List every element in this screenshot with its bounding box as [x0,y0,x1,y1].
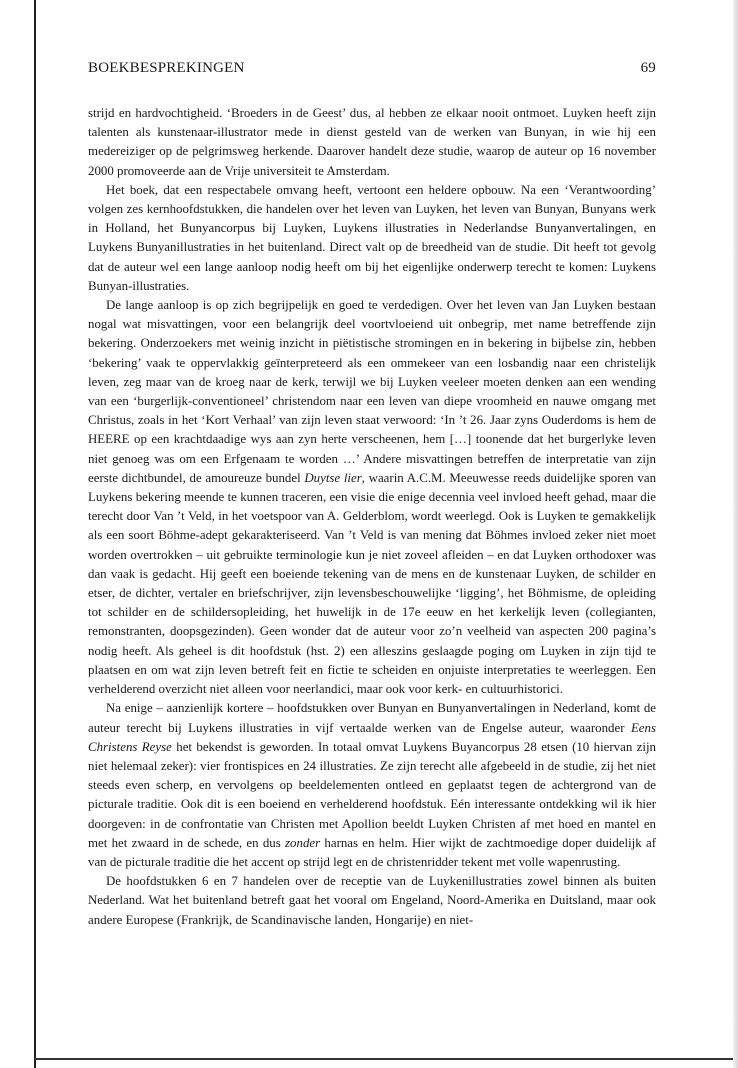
paragraph-text: het bekendst is geworden. In totaal omvat Luykens Buyancorpus 28 etsen (10 hiervan zijn niet helemaal zeker): vier frontispices en 24 illustraties. Ze zijn terecht alle afgebeeld in de studie, zij het niet steeds even scherp, en vervolgens op beeldelementen ontleed en geplaatst tegen de achtergrond van de picturale traditie. Ook dit is een boeiend en verhelderend hoofdstuk. Eén interessante ontdekking wil ik hier doorgeven: in de confrontatie van Christen met Apollion beeldt Luyken Christen af met hoed en mantel en met het zwaard in de schede, en dus [88,739,657,850]
page-number: 69 [640,60,656,76]
running-header [88,60,656,77]
book-title-duytse-lier: Duytse lier [304,470,362,485]
paragraph-text: De lange aanloop is op zich begrijpelijk en goed te verdedigen. Over het leven van Jan Luyken bestaan nogal wat misvattingen, voor een belangrijk deel voortvloeiend uit onbegrip, met name betreffende zijn bekering. Onderzoekers met weinig inzicht in piëtistische stromingen en in bekering in bijbelse zin, hebben ‘bekering’ vaak te oppervlakkig geïnterpreteerd als een ommekeer van een losbandig naar een christelijk leven, zeg maar van de kroeg naar de kerk, terwijl we bij Luyken veeleer moeten denken aan een wending van een ‘burgerlijk-conventioneel’ christendom naar een leven van diepe vroomheid en nauwe omgang met Christus, zoals in het ‘Kort Verhaal’ van zijn leven staat verwoord: ‘In ’t 26. Jaar zyns Ouderdoms is hem de HEERE op een krachtdaadige wys aan zyn herte verscheenen, hem […] toonende dat het burgerlyke leven niet genoeg was om een Erfgenaam te worden …’ Andere misvattingen betreffen de interpretatie van zijn eerste dichtbundel, de amoureuze bundel [88,298,656,485]
paragraph-5 [88,872,656,930]
page-right-shadow [733,0,738,1068]
paragraph-1 [88,104,656,181]
paragraph-4 [88,699,656,872]
book-title-eens-christens-reyse: Eens Christens Reyse [88,720,656,754]
body-text [88,104,656,930]
paragraph-text: harnas en helm. Hier wijkt de zachtmoedige doper duidelijk af van de picturale traditie die het accent op strijd legt en de christenridder tekent met volle wapenrusting. [88,835,656,869]
paragraph-text: strijd en hardvochtigheid. ‘Broeders in de Geest’ dus, al hebben ze elkaar nooit ontmoet. Luyken heeft zijn talenten als kunstenaar-illustrator mede in dienst gesteld van de werken van Bunyan, in wie hij een medereiziger op de pelgrimsweg herkende. Daarover handelt deze studie, waarop de auteur op 16 november 2000 promoveerde aan de Vrije universiteit te Amsterdam. [88,106,656,178]
page-left-edge [34,0,36,1068]
page-bottom-edge [34,1058,738,1060]
emphasis-zonder: zonder [285,835,321,850]
paragraph-text: Het boek, dat een respectabele omvang heeft, vertoont een heldere opbouw. Na een ‘Verantwoording’ volgen zes kernhoofdstukken, die handelen over het leven van Luyken, het leven van Bunyan, Bunyans werk in Holland, het Bunyancorpus bij Luyken, Luykens illustraties in Nederlandse Bunyanvertalingen, en Luykens Bunyanillustraties in het buitenland. Direct valt op de breedheid van de studie. Dit heeft tot gevolg dat de auteur wel een lange aanloop nodig heeft om bij het eigenlijke onderwerp terecht te komen: Luykens Bunyan-illustraties. [88,182,656,293]
paragraph-3 [88,296,656,699]
running-title: BOEKBESPREKINGEN [88,60,245,76]
paragraph-2 [88,181,656,296]
paragraph-text: , waarin A.C.M. Meeuwesse reeds duidelijke sporen van Luykens bekering meende te kunnen traceren, een visie die enige decennia veel invloed heeft gehad, maar die terecht door Van ’t Veld, in het voetspoor van A. Gelderblom, wordt weerlegd. Ook is Luyken te gemakkelijk als een soort Böhme-adept gekarakteriseerd. Van ’t Veld is van mening dat Böhmes invloed zeker niet moet worden overtrokken – uit gebruikte terminologie kun je niet zoveel afleiden – en dat Luyken orthodoxer was dan vaak is gedacht. Hij geeft een boeiende tekening van de mens en de kunstenaar Luyken, de schilder en etser, de dichter, vertaler en briefschrijver, zijn levensbeschouwelijke ‘ligging’, het Böhmisme, de opleiding tot schilder en de schildersopleiding, het huwelijk in de 17e eeuw en het kerkelijk leven (collegianten, remonstranten, doopsgezinden). Geen wonder dat de auteur voor zo’n veelheid van aspecten 200 pagina’s nodig heeft. Als geheel is dit hoofdstuk (hst. 2) een alleszins geslaagde poging om Luyken in zijn tijd te plaatsen en om wat zijn leven betreft feit en fictie te scheiden en onjuiste interpretaties te weerleggen. Een verhelderend overzicht niet alleen voor neerlandici, maar ook voor kerk- en cultuurhistorici. [88,470,657,697]
paragraph-text: De hoofdstukken 6 en 7 handelen over de receptie van de Luykenillustraties zowel binnen als buiten Nederland. Wat het buitenland betreft gaat het vooral om Engeland, Noord-Amerika en Duitsland, maar ook andere Europese (Frankrijk, de Scandinavische landen, Hongarije) en niet- [88,874,656,927]
paragraph-text: Na enige – aanzienlijk kortere – hoofdstukken over Bunyan en Bunyanvertalingen in Nederland, komt de auteur terecht bij Luykens illustraties in vijf vertaalde werken van de Engelse auteur, waaronder [88,701,656,735]
